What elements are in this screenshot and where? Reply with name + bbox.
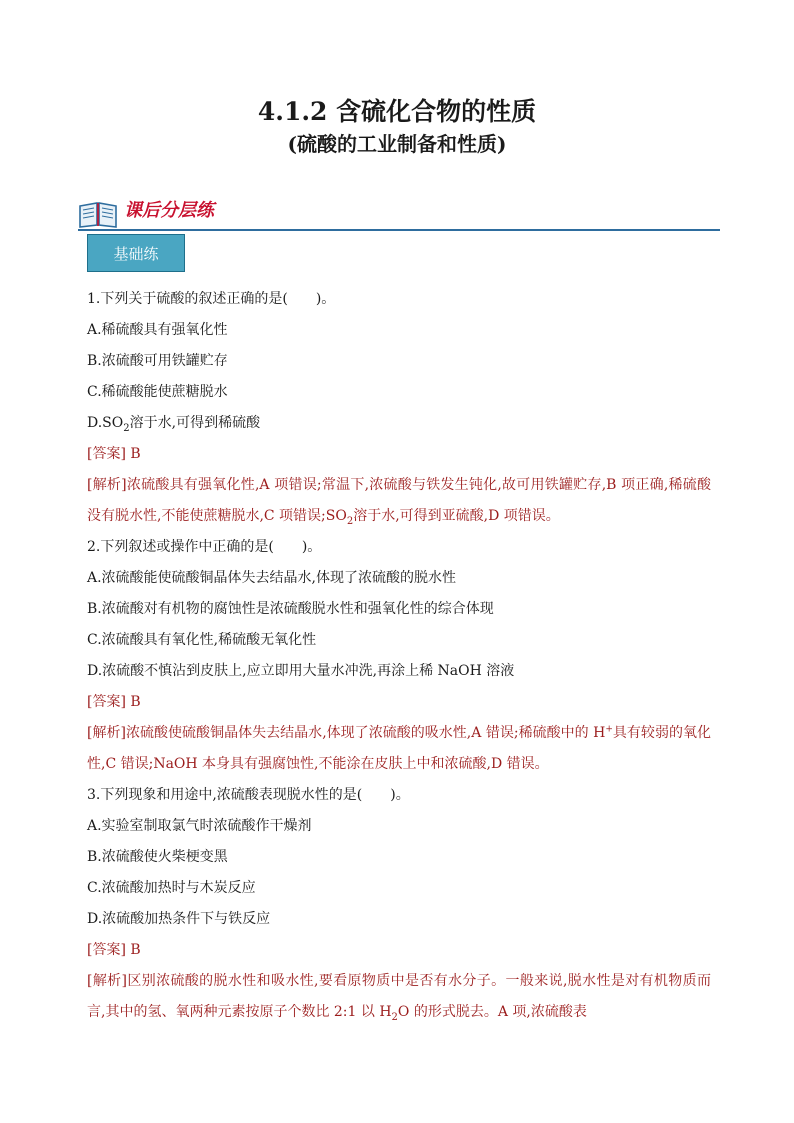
explanation-text: O 的形式脱去。A 项,浓硫酸表 xyxy=(397,1004,587,1020)
option: B.浓硫酸可用铁罐贮存 xyxy=(87,353,228,369)
option: D.浓硫酸加热条件下与铁反应 xyxy=(87,911,271,927)
option: C.浓硫酸具有氧化性,稀硫酸无氧化性 xyxy=(87,632,317,648)
question-stem: 3.下列现象和用途中,浓硫酸表现脱水性的是( )。 xyxy=(87,787,410,803)
explanation-text: [解析]浓硫酸具有强氧化性,A 项错误;常温下,浓硫酸与铁发生钝化,故可用铁罐贮存,B 项正确,稀硫酸没有脱水性,不能使蔗糖脱水,C 项错误;SO xyxy=(87,477,711,524)
explanation-text: 溶于水,可得到亚硫酸,D 项错误。 xyxy=(353,508,560,524)
explanation-text: [解析]浓硫酸使硫酸铜晶体失去结晶水,体现了浓硫酸的吸水性,A 错误;稀硫酸中的 H xyxy=(87,725,606,741)
answer: [答案] B xyxy=(87,694,141,710)
section-divider xyxy=(78,229,720,231)
book-icon xyxy=(78,200,118,228)
question-stem: 1.下列关于硫酸的叙述正确的是( )。 xyxy=(87,291,336,307)
option: A.浓硫酸能使硫酸铜晶体失去结晶水,体现了浓硫酸的脱水性 xyxy=(87,570,457,586)
answer: [答案] B xyxy=(87,942,141,958)
tab-basic-practice[interactable]: 基础练 xyxy=(87,234,185,272)
option xyxy=(87,408,711,439)
question-list xyxy=(87,284,711,1028)
option-text: D.SO xyxy=(87,415,124,431)
explanation xyxy=(87,470,711,532)
option-text: 溶于水,可得到稀硫酸 xyxy=(129,415,261,431)
explanation-text: [解析]区别浓硫酸的脱水性和吸水性,要看原物质中是否有水分子。一般来说,脱水性是对有机物质而言,其中的氢、氧两种元素按原子个数比 2:1 以 H xyxy=(87,973,711,1020)
option: C.浓硫酸加热时与木炭反应 xyxy=(87,880,256,896)
subscript: 2 xyxy=(391,1011,398,1023)
explanation-text: 具有较弱的氧化性,C 错误;NaOH 本身具有强腐蚀性,不能涂在皮肤上中和浓硫酸,D 错误。 xyxy=(87,725,711,772)
option: D.浓硫酸不慎沾到皮肤上,应立即用大量水冲洗,再涂上稀 NaOH 溶液 xyxy=(87,663,515,679)
question-stem: 2.下列叙述或操作中正确的是( )。 xyxy=(87,539,322,555)
option: B.浓硫酸使火柴梗变黑 xyxy=(87,849,228,865)
superscript: + xyxy=(605,724,613,735)
subscript: 2 xyxy=(123,422,130,434)
answer: [答案] B xyxy=(87,446,141,462)
option: C.稀硫酸能使蔗糖脱水 xyxy=(87,384,228,400)
option: A.实验室制取氯气时浓硫酸作干燥剂 xyxy=(87,818,312,834)
option: A.稀硫酸具有强氧化性 xyxy=(87,322,228,338)
explanation xyxy=(87,718,711,780)
page-title: 4.1.2 含硫化合物的性质 xyxy=(257,97,537,126)
page-subtitle: (硫酸的工业制备和性质) xyxy=(287,132,507,156)
section-header xyxy=(78,196,720,232)
option: B.浓硫酸对有机物的腐蚀性是浓硫酸脱水性和强氧化性的综合体现 xyxy=(87,601,494,617)
subscript: 2 xyxy=(346,515,354,527)
section-title: 课后分层练 xyxy=(124,200,214,221)
explanation xyxy=(87,966,711,1028)
